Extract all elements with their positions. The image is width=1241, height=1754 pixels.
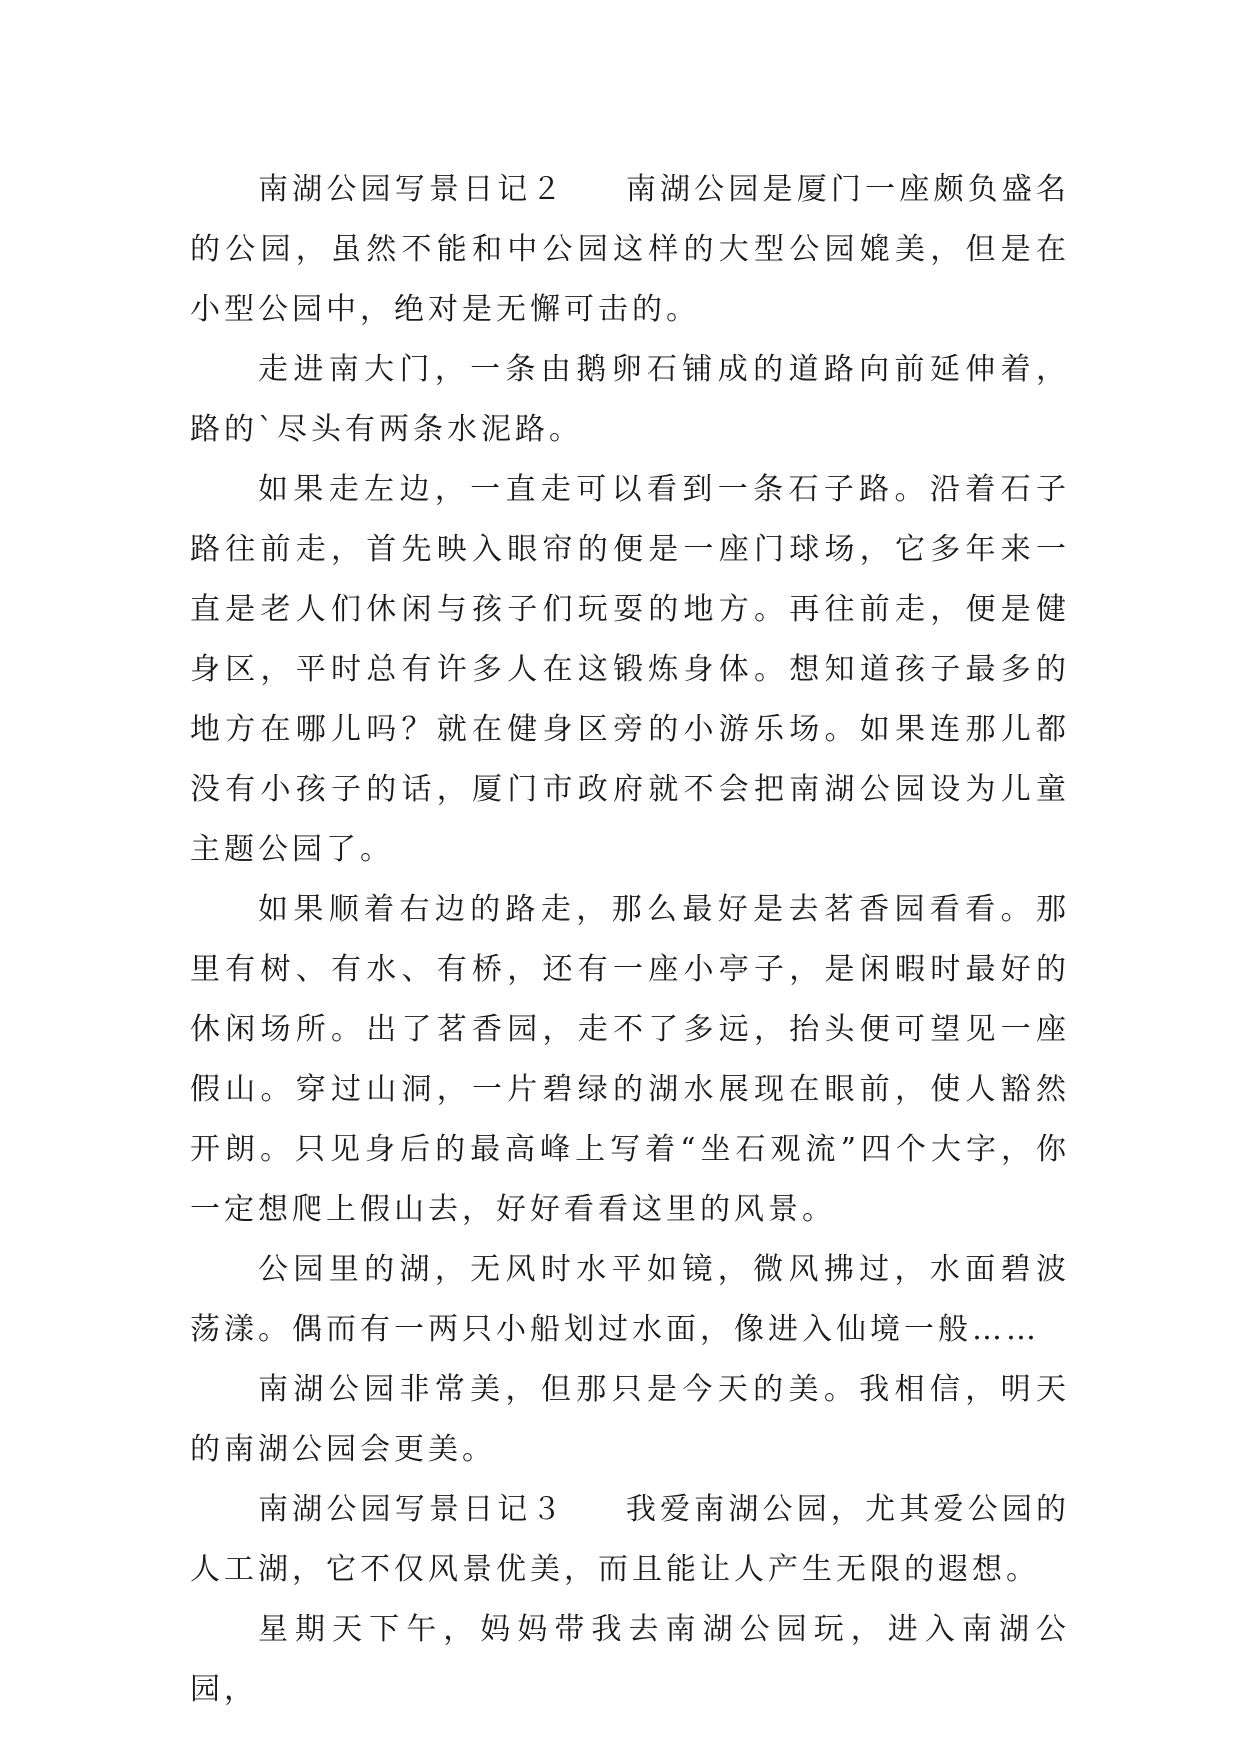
diary-heading: 南湖公园写景日记３ — [258, 1492, 566, 1527]
paragraph-text: 如果走左边，一直走可以看到一条石子路。沿着石子路往前走，首先映入眼帘的便是一座门球场，它多年来一直是老人们休闲与孩子们玩耍的地方。再往前走，便是健身区，平时总有许多人在这锻炼身体。想知道孩子最多的地方在哪儿吗？就在健身区旁的小游乐场。如果连那儿都没有小孩子的话，厦门市政府就不会把南湖公园设为儿童主题公园了。 — [190, 472, 1070, 867]
diary-heading: 南湖公园写景日记２ — [258, 172, 566, 207]
paragraph-3 — [190, 460, 1070, 880]
paragraph-text: 走进南大门，一条由鹅卵石铺成的道路向前延伸着，路的`尽头有两条水泥路。 — [190, 352, 1070, 447]
paragraph-7 — [190, 1480, 1070, 1600]
paragraph-text: 南湖公园是厦门一座颇负盛名的公园，虽然不能和中公园这样的大型公园媲美，但是在小型公园中，绝对是无懈可击的。 — [190, 172, 1071, 327]
paragraph-4 — [190, 880, 1070, 1240]
document-body — [190, 160, 1070, 1720]
paragraph-8 — [190, 1600, 1070, 1720]
paragraph-text: 公园里的湖，无风时水平如镜，微风拂过，水面碧波荡漾。偶而有一两只小船划过水面，像进入仙境一般…… — [190, 1252, 1070, 1347]
paragraph-1 — [190, 160, 1070, 340]
paragraph-2 — [190, 340, 1070, 460]
paragraph-5 — [190, 1240, 1070, 1360]
paragraph-text: 我爱南湖公园，尤其爱公园的人工湖，它不仅风景优美，而且能让人产生无限的遐想。 — [190, 1492, 1071, 1587]
paragraph-text: 星期天下午，妈妈带我去南湖公园玩，进入南湖公园， — [190, 1612, 1070, 1707]
paragraph-text: 如果顺着右边的路走，那么最好是去茗香园看看。那里有树、有水、有桥，还有一座小亭子，是闲暇时最好的休闲场所。出了茗香园，走不了多远，抬头便可望见一座假山。穿过山洞，一片碧绿的湖水展现在眼前，使人豁然开朗。只见身后的最高峰上写着“坐石观流”四个大字，你一定想爬上假山去，好好看看这里的风景。 — [190, 892, 1070, 1227]
paragraph-text: 南湖公园非常美，但那只是今天的美。我相信，明天的南湖公园会更美。 — [190, 1372, 1070, 1467]
paragraph-6 — [190, 1360, 1070, 1480]
